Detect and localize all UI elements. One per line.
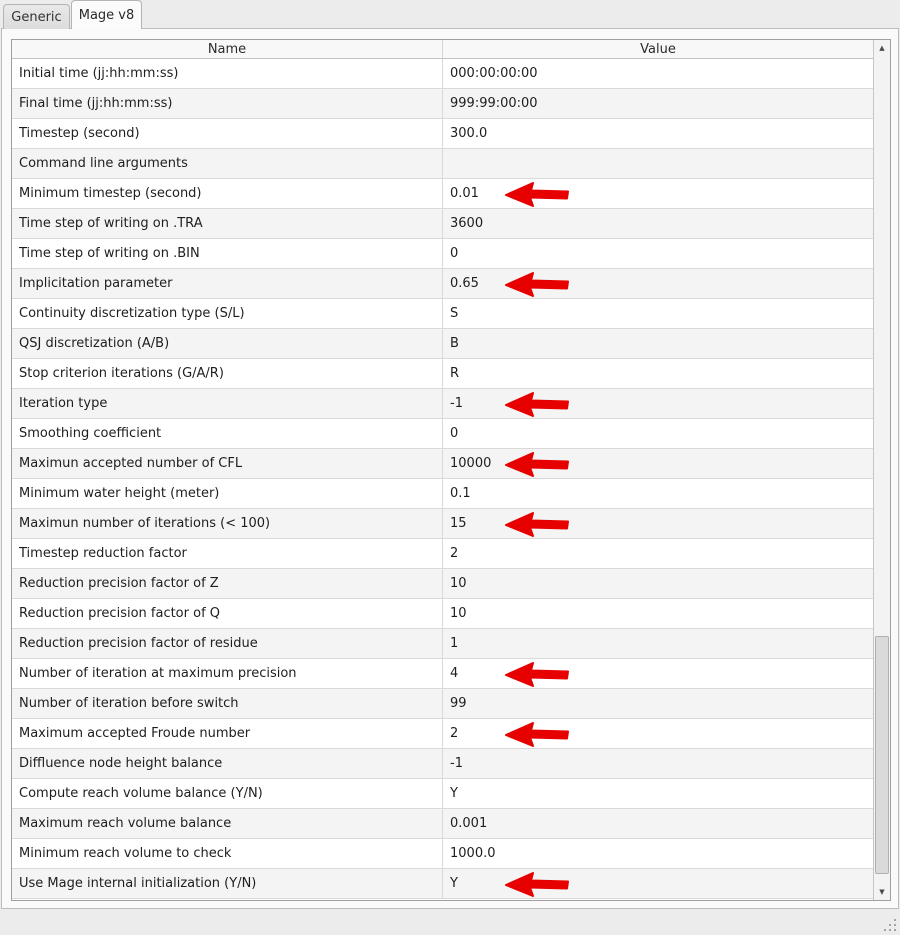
table-row[interactable] [12,569,873,599]
table-header [12,40,873,59]
table-row[interactable] [12,689,873,719]
red-arrow-annotation [505,451,571,477]
row-value [443,389,873,418]
row-name: Maximun number of iterations (< 100) [12,509,443,538]
row-value-text: 1 [450,636,459,651]
row-name: Reduction precision factor of residue [12,629,443,658]
row-value-text: 1000.0 [450,846,496,861]
row-name: Timestep reduction factor [12,539,443,568]
row-value-text: 300.0 [450,126,488,141]
table-row[interactable] [12,809,873,839]
row-value [443,749,873,778]
table-body [12,59,873,900]
row-name: Compute reach volume balance (Y/N) [12,779,443,808]
row-name: Iteration type [12,389,443,418]
table-row[interactable] [12,509,873,539]
row-value [443,809,873,838]
scroll-up-icon: ▲ [879,44,885,52]
table-row[interactable] [12,449,873,479]
table-row[interactable] [12,239,873,269]
tab-bar [0,0,900,28]
row-value [443,569,873,598]
table-row[interactable] [12,179,873,209]
row-value-text: 2 [450,546,459,561]
red-arrow-annotation [505,181,571,207]
row-name: Use Mage internal initialization (Y/N) [12,869,443,898]
scroll-down-icon: ▼ [879,888,885,896]
column-header-value[interactable]: Value [640,41,676,57]
row-value-text: Y [450,876,458,891]
row-value [443,689,873,718]
row-name: Timestep (second) [12,119,443,148]
red-arrow-annotation [505,721,571,747]
row-value-text: 000:00:00:00 [450,66,538,81]
table-row[interactable] [12,359,873,389]
row-value [443,779,873,808]
row-name: Reduction precision factor of Q [12,599,443,628]
scrollbar-track[interactable] [874,56,890,884]
resize-grip-icon[interactable] [883,918,897,932]
tab-mage-v8[interactable] [71,0,142,29]
row-value [443,479,873,508]
row-name: Implicitation parameter [12,269,443,298]
row-value [443,869,873,898]
row-name: Number of iteration at maximum precision [12,659,443,688]
table-row[interactable] [12,839,873,869]
tab-content-pane [1,28,899,909]
row-value [443,269,873,298]
row-name: Command line arguments [12,149,443,178]
red-arrow-annotation [505,871,571,897]
row-name: Diffluence node height balance [12,749,443,778]
vertical-scrollbar[interactable] [873,40,890,900]
row-value [443,659,873,688]
row-value-text: 0.001 [450,816,488,831]
row-value-text: 10000 [450,456,492,471]
table-row[interactable] [12,869,873,899]
row-value [443,629,873,658]
row-value [443,299,873,328]
table-row[interactable] [12,539,873,569]
row-value [443,329,873,358]
row-value [443,119,873,148]
table-row[interactable] [12,779,873,809]
row-value-text: 4 [450,666,459,681]
tab-generic[interactable] [3,4,70,29]
row-value-text: 0.1 [450,486,471,501]
row-value [443,509,873,538]
row-value-text: 10 [450,576,467,591]
scroll-up-button[interactable] [874,40,890,56]
row-value [443,359,873,388]
row-value-text: 0 [450,426,459,441]
row-name: Final time (jj:hh:mm:ss) [12,89,443,118]
row-value-text: R [450,366,460,381]
row-value-text: 0.01 [450,186,479,201]
red-arrow-annotation [505,271,571,297]
row-value-text: 3600 [450,216,484,231]
row-value [443,149,873,178]
table-row[interactable] [12,389,873,419]
row-value [443,719,873,748]
row-value-text: S [450,306,459,321]
row-name: Reduction precision factor of Z [12,569,443,598]
row-value [443,419,873,448]
row-name: Continuity discretization type (S/L) [12,299,443,328]
table-row[interactable] [12,59,873,89]
row-name: Minimum timestep (second) [12,179,443,208]
row-name: Initial time (jj:hh:mm:ss) [12,59,443,88]
row-value-text: 15 [450,516,467,531]
table-row[interactable] [12,269,873,299]
row-value-text: -1 [450,396,463,411]
row-value-text: B [450,336,459,351]
red-arrow-annotation [505,511,571,537]
row-value [443,239,873,268]
table-row[interactable] [12,659,873,689]
table-row[interactable] [12,719,873,749]
row-value [443,599,873,628]
row-value-text: 0 [450,246,459,261]
table-row[interactable] [12,89,873,119]
row-name: QSJ discretization (A/B) [12,329,443,358]
row-name: Time step of writing on .TRA [12,209,443,238]
row-value-text: 999:99:00:00 [450,96,538,111]
row-value [443,839,873,868]
table-row[interactable] [12,149,873,179]
table-row[interactable] [12,119,873,149]
table-row[interactable] [12,209,873,239]
row-value-text: 99 [450,696,467,711]
row-value-text: -1 [450,756,463,771]
parameters-table [11,39,891,901]
row-value-text: 10 [450,606,467,621]
row-name: Number of iteration before switch [12,689,443,718]
scroll-down-button[interactable] [874,884,890,900]
row-name: Maximum reach volume balance [12,809,443,838]
row-name: Maximum accepted Froude number [12,719,443,748]
row-value [443,179,873,208]
scrollbar-thumb[interactable] [875,636,889,874]
row-name: Smoothing coefficient [12,419,443,448]
column-header-name[interactable]: Name [12,40,443,58]
tab-generic-label: Generic [11,9,62,25]
row-name: Maximun accepted number of CFL [12,449,443,478]
tab-mage-v8-label: Mage v8 [78,7,135,23]
row-value [443,539,873,568]
red-arrow-annotation [505,661,571,687]
row-name: Stop criterion iterations (G/A/R) [12,359,443,388]
table-row[interactable] [12,629,873,659]
table-row[interactable] [12,749,873,779]
table-row[interactable] [12,479,873,509]
row-value-text: Y [450,786,458,801]
table-row[interactable] [12,299,873,329]
table-content [12,40,873,900]
row-value [443,209,873,238]
row-value-text: 2 [450,726,459,741]
table-row[interactable] [12,419,873,449]
row-value [443,449,873,478]
table-row[interactable] [12,599,873,629]
row-name: Minimum reach volume to check [12,839,443,868]
row-value [443,89,873,118]
row-value [443,59,873,88]
row-value-text: 0.65 [450,276,479,291]
red-arrow-annotation [505,391,571,417]
row-name: Minimum water height (meter) [12,479,443,508]
row-name: Time step of writing on .BIN [12,239,443,268]
table-row[interactable] [12,329,873,359]
